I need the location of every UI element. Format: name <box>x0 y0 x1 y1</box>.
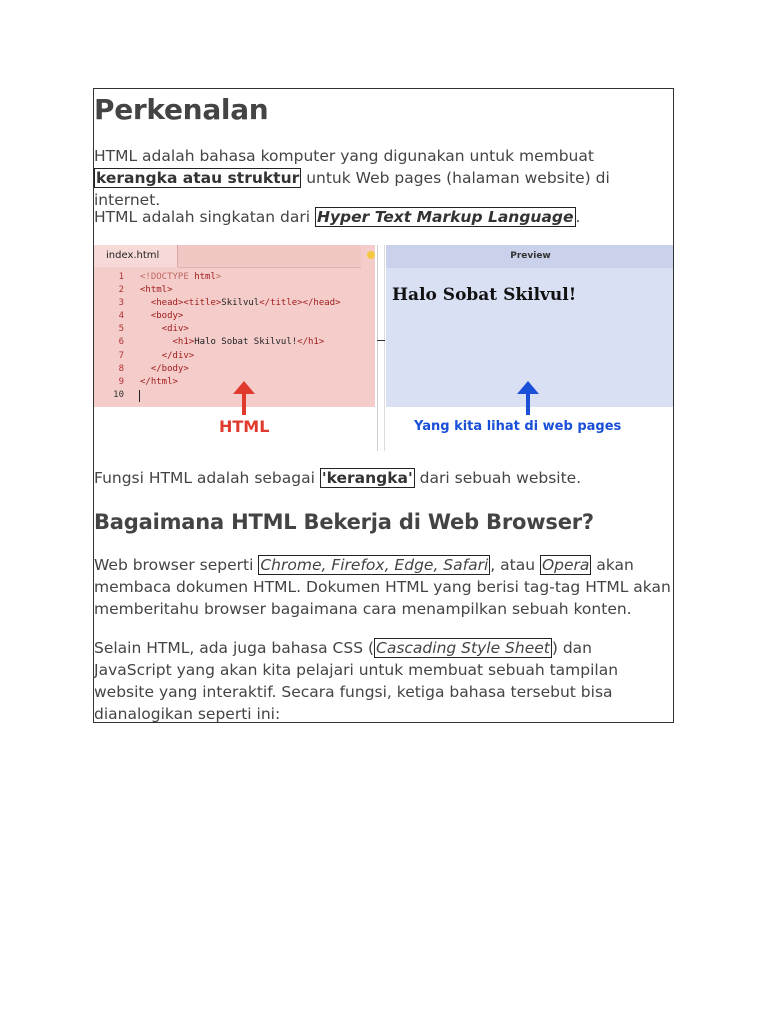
preview-heading: Halo Sobat Skilvul! <box>392 285 577 305</box>
page-title: Perkenalan <box>94 93 269 126</box>
code-content: <!DOCTYPE html> <html> <head><title>Skilvul</title></head> <body> <div> <h1>Halo Sobat Skilvul!</h1> </div> </body> </html> <box>140 272 341 387</box>
highlight-browsers: Chrome, Firefox, Edge, Safari <box>260 556 489 574</box>
panel-divider-2 <box>384 245 385 451</box>
html-label: HTML <box>219 417 270 436</box>
splitter-handle <box>377 340 385 341</box>
browser-paragraph: Web browser seperti Chrome, Firefox, Edge, Safari , atau Opera akan membaca dokumen HTML. Dokumen HTML yang berisi tag-tag HTML akan memberitahu browser bagaimana cara menampilkan sebuah konten. <box>94 556 671 618</box>
line-number: 6 <box>118 337 124 348</box>
definition-paragraph: HTML adalah singkatan dari Hyper Text Markup Language . <box>94 208 581 226</box>
line-number: 3 <box>118 298 124 309</box>
line-number: 7 <box>118 350 124 361</box>
line-number: 10 <box>113 389 124 400</box>
preview-header: Preview <box>386 245 674 268</box>
document-page <box>93 88 674 723</box>
section-heading: Bagaimana HTML Bekerja di Web Browser? <box>94 510 594 534</box>
css-js-paragraph: Selain HTML, ada juga bahasa CSS ( Cascading Style Sheet ) dan JavaScript yang akan kita pelajari untuk membuat sebuah tampilan website yang interaktif. Secara fungsi, ketiga bahasa tersebut bisa dianalogikan seperti ini: <box>94 639 619 723</box>
highlight-css: Cascading Style Sheet <box>376 639 550 657</box>
unsaved-dot-icon <box>367 251 375 259</box>
html-preview-figure <box>94 245 674 451</box>
line-number: 1 <box>118 272 124 282</box>
line-number: 8 <box>118 363 124 374</box>
highlight-hypertext: Hyper Text Markup Language <box>316 208 574 226</box>
line-number: 9 <box>118 376 124 387</box>
intro-paragraph: HTML adalah bahasa komputer yang digunakan untuk membuat kerangka atau struktur untuk Web pages (halaman website) di internet. <box>94 147 610 209</box>
text-cursor <box>139 390 140 402</box>
red-arrow-icon <box>231 381 257 417</box>
file-tab: index.html <box>94 245 178 267</box>
highlight-kerangka: 'kerangka' <box>321 469 413 487</box>
function-paragraph: Fungsi HTML adalah sebagai 'kerangka' dari sebuah website. <box>94 469 582 487</box>
highlight-opera: Opera <box>541 556 590 574</box>
panel-divider <box>377 245 378 451</box>
line-number: 2 <box>118 285 124 296</box>
web-pages-label: Yang kita lihat di web pages <box>414 419 622 434</box>
tab-bar <box>178 245 361 268</box>
highlight-kerangka-struktur: kerangka atau struktur <box>96 169 300 187</box>
blue-arrow-icon <box>515 381 541 417</box>
line-number: 4 <box>118 311 124 322</box>
line-number-gutter <box>94 271 124 402</box>
line-number: 5 <box>118 324 124 335</box>
